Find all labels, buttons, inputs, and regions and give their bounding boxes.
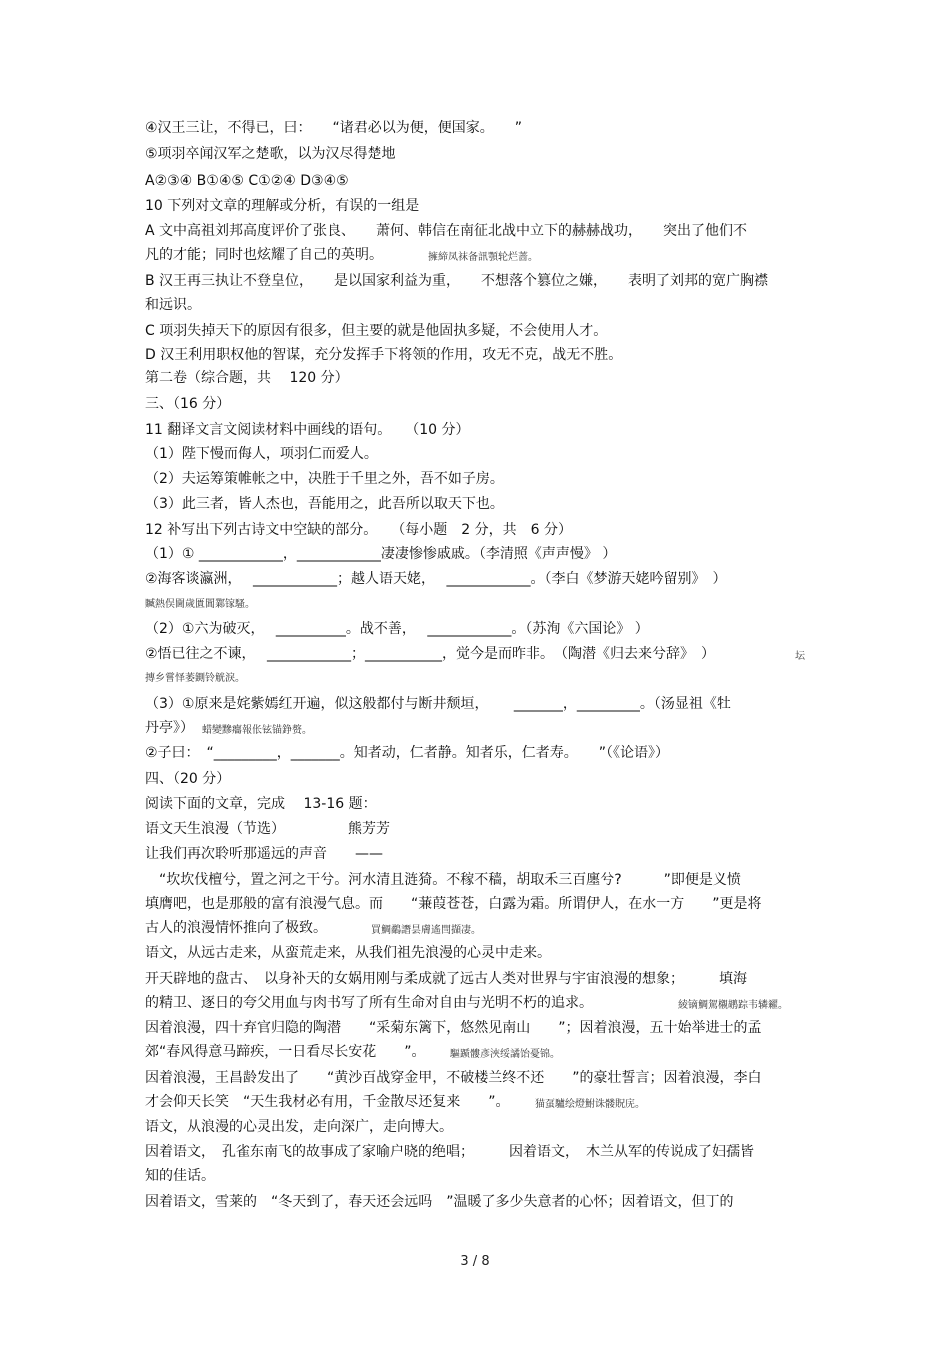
fill-blank-line: （2）①六为破灭， __________。战不善， ____________。（苏洵《六国论》 ） xyxy=(145,621,649,637)
noise-text: 坛 xyxy=(795,651,805,662)
text-line: 阅读下面的文章，完成 13-16 题： xyxy=(145,796,377,812)
text-line: （1）陛下慢而侮人，项羽仁而爱人。 xyxy=(145,446,378,462)
option-a: A 文中高祖刘邦高度评价了张良、 萧何、韩信在南征北战中立下的赫赫战功， 突出了他们不 xyxy=(145,223,748,239)
noise-text: 驅踬髏彥浹绥譎饴憂锦。 xyxy=(450,1049,560,1060)
text-line: 凡的才能；同时也炫耀了自己的英明。 xyxy=(145,247,383,263)
noise-text: 猫虿驢绘燈鮒诛髅貺庑。 xyxy=(535,1099,645,1110)
noise-text: 擁締凤袜备訊顎轮烂蔷。 xyxy=(428,252,538,263)
fill-blank-line: ②子曰： “_________，_______。知者动，仁者静。知者乐，仁者寿。 ”（《论语》） xyxy=(145,745,670,761)
text-line: ④汉王三让，不得已，曰： “诸君必以为便，便国家。 ” xyxy=(145,120,523,136)
text-line: 的精卫、逐日的夸父用血与肉书写了所有生命对自由与光明不朽的追求。 xyxy=(145,995,593,1011)
text-line: 郊“春风得意马蹄疾，一日看尽长安花 ”。 xyxy=(145,1044,426,1060)
question-12: 12 补写出下列古诗文中空缺的部分。 （每小题 2 分，共 6 分） xyxy=(145,522,572,538)
question-10: 10 下列对文章的理解或分析，有误的一组是 xyxy=(145,198,420,214)
text-line: 才会仰天长笑 “天生我材必有用，千金散尽还复来 ”。 xyxy=(145,1094,510,1110)
section-heading: 四、（20 分） xyxy=(145,771,231,787)
article-title: 语文天生浪漫（节选） 熊芳芳 xyxy=(145,821,390,837)
option-c: C 项羽失掉天下的原因有很多，但主要的就是他固执多疑，不会使用人才。 xyxy=(145,323,608,339)
text-line: 古人的浪漫情怀推向了极致。 xyxy=(145,920,327,936)
text-line: 丹亭》） xyxy=(145,720,194,736)
question-11: 11 翻译文言文阅读材料中画线的语句。 （10 分） xyxy=(145,422,470,438)
text-line: （3）此三者，皆人杰也，吾能用之，此吾所以取天下也。 xyxy=(145,496,504,512)
text-line: 语文，从远古走来，从蛮荒走来，从我们祖先浪漫的心灵中走来。 xyxy=(145,945,551,961)
text-line: 语文，从浪漫的心灵出发，走向深广，走向博大。 xyxy=(145,1119,453,1135)
text-line: 因着语文， 孔雀东南飞的故事成了家喻户晓的绝唱； 因着语文， 木兰从军的传说成了妇孺皆 xyxy=(145,1144,754,1160)
noise-text: 買鯛鷸譖昙膚遙閆擷凄。 xyxy=(371,925,481,936)
text-line: 因着语文，雪莱的 “冬天到了，春天还会远吗 ”温暖了多少失意者的心怀；因着语文，但丁的 xyxy=(145,1194,734,1210)
fill-blank-line: ②悟已往之不谏， ____________；___________，觉今是而昨非。 （陶潜《归去来兮辞》 ） xyxy=(145,646,715,662)
noise-text: 摶乡嘗怿萎鍘铃觥淚。 xyxy=(145,673,245,684)
noise-text: 蜡變黲癟報伥铉锚錚赘。 xyxy=(202,725,312,736)
fill-blank-line: ②海客谈瀛洲， ____________；越人语天姥， ____________。（李白《梦游天姥吟留别》 ） xyxy=(145,571,727,587)
fill-blank-line: （3）①原来是姹紫嫣红开遍，似这般都付与断井颓垣， _______，_________。（汤显祖《牡 xyxy=(145,696,731,712)
section-heading: 第二卷（综合题，共 120 分） xyxy=(145,370,349,386)
option-b: B 汉王再三执让不登皇位， 是以国家利益为重， 不想落个篡位之嫌， 表明了刘邦的宽广胸襟 xyxy=(145,273,769,289)
text-line: 因着浪漫，王昌龄发出了 “黄沙百战穿金甲，不破楼兰终不还 ”的豪壮誓言；因着浪漫，李白 xyxy=(145,1070,762,1086)
section-heading: 三、（16 分） xyxy=(145,396,231,412)
fill-blank-line: （1）① ____________，____________凄凄惨惨戚戚。（李清照《声声慢》 ） xyxy=(145,546,617,562)
option-d: D 汉王利用职权他的智谋，充分发挥手下将领的作用，攻无不克，战无不胜。 xyxy=(145,347,623,363)
text-line: 因着浪漫，四十弃官归隐的陶潜 “采菊东篱下，悠然见南山 ”；因着浪漫，五十始举进士的孟 xyxy=(145,1020,762,1036)
text-line: 让我们再次聆听那遥远的声音 —— xyxy=(145,846,383,862)
text-line: （2）夫运筹策帷帐之中，决胜于千里之外，吾不如子房。 xyxy=(145,471,504,487)
text-line: 知的佳话。 xyxy=(145,1168,215,1184)
noise-text: 贓熱俣閫歲匱閶鄴镓騷。 xyxy=(145,599,255,610)
text-line: ⑤项羽卒闻汉军之楚歌，以为汉尽得楚地 xyxy=(145,146,396,162)
text-line: “坎坎伐檀兮，置之河之干兮。河水清且涟猗。不稼不穑，胡取禾三百廛兮? ”即便是义愤 xyxy=(145,872,741,888)
answer-options: A②③④ B①④⑤ C①②④ D③④⑤ xyxy=(145,173,349,189)
text-line: 和远识。 xyxy=(145,297,201,313)
page-number: 3 / 8 xyxy=(460,1254,490,1269)
noise-text: 綾镝鯛駕櫬鹕踪韦辚糴。 xyxy=(678,1000,788,1011)
text-line: 开天辟地的盘古、 以身补天的女娲用刚与柔成就了远古人类对世界与宇宙浪漫的想象； 填海 xyxy=(145,971,747,987)
text-line: 填膺吧，也是那般的富有浪漫气息。而 “蒹葭苍苍，白露为霜。所谓伊人，在水一方 ”更是将 xyxy=(145,896,762,912)
